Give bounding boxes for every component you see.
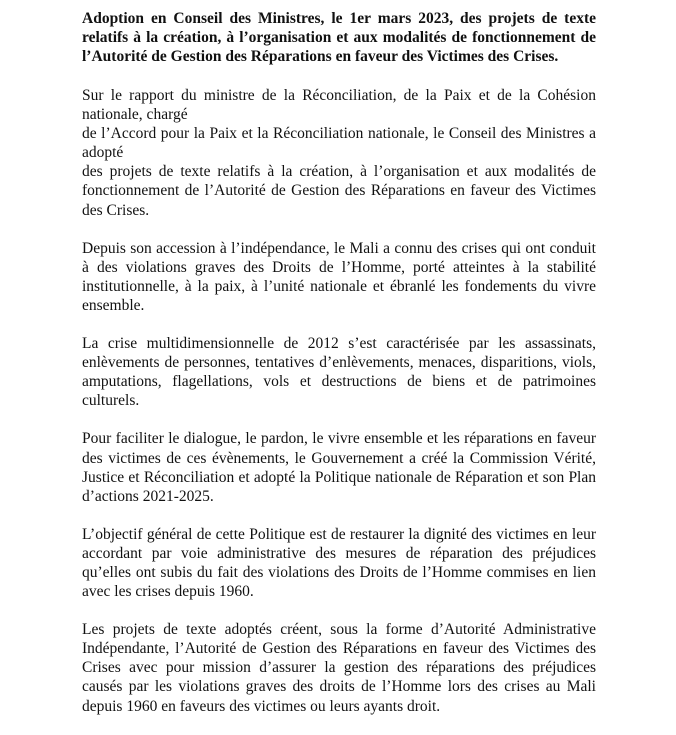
paragraph-line: des projets de texte relatifs à la création, à l’organisation et aux modalités de [82,163,596,181]
paragraph-line: accordant par voie administrative des mesures de réparation des préjudices [82,544,596,562]
paragraph-line: Les projets de texte adoptés créent, sous la forme d’Autorité Administrative [82,621,596,639]
paragraph-line: causés par les violations graves des droits de l’Homme lors des crises au Mali [82,678,596,696]
paragraph-line: de l’Accord pour la Paix et la Réconciliation nationale, le Conseil des Ministres a [82,125,596,143]
paragraph-line: Sur le rapport du ministre de la Réconciliation, de la Paix et de la Cohésion [82,87,596,104]
paragraph-objectif [82,525,596,601]
paragraph-projets [82,620,596,715]
document-title: Adoption en Conseil des Ministres, le 1er mars 2023, des projets de texte relatifs à la création, à l’organisation et aux modalités de fonctionnement de l’Autorité de Gestion des Réparations en faveur des Victimes des Crises. [82,10,596,65]
paragraph-line: amputations, flagellations, vols et destructions de biens et de patrimoines [82,373,596,391]
paragraph-line: à des violations graves des Droits de l’Homme, porté atteintes à la stabilité [82,258,596,276]
paragraph-line: nationale, chargé [82,106,188,124]
paragraph-line: enlèvements de personnes, tentatives d’enlèvements, menaces, disparitions, viols, [82,354,596,372]
paragraph-line: fonctionnement de l’Autorité de Gestion des Réparations en faveur des Victimes [82,182,596,200]
paragraph-line: d’actions 2021-2025. [82,487,214,505]
paragraph-line: La crise multidimensionnelle de 2012 s’est caractérisée par les assassinats, [82,335,596,353]
paragraph-line: des Crises. [82,201,150,219]
paragraph-line: avec les crises depuis 1960. [82,583,254,601]
paragraph-rapport [82,86,596,220]
paragraph-line: adopté [82,144,124,162]
paragraph-line: Pour faciliter le dialogue, le pardon, le vivre ensemble et les réparations en faveur [82,430,596,448]
paragraph-line: ensemble. [82,296,145,314]
paragraph-independance [82,239,596,315]
paragraph-line: culturels. [82,392,140,410]
paragraph-line: Indépendante, l’Autorité de Gestion des Réparations en faveur des Victimes des [82,640,596,658]
document-page [82,9,596,735]
paragraph-line: qu’elles ont subis du fait des violations des Droits de l’Homme commises en lien [82,563,596,581]
paragraph-line: institutionnelle, à la paix, à l’unité nationale et ébranlé les fondements du vivre [82,277,596,295]
paragraph-line: Crises avec pour mission d’assurer la gestion des réparations des préjudices [82,659,596,677]
paragraph-line: Justice et Réconciliation et adopté la Politique nationale de Réparation et son Plan [82,468,596,486]
paragraph-line: Depuis son accession à l’indépendance, le Mali a connu des crises qui ont conduit [82,239,596,257]
paragraph-dialogue [82,429,596,505]
paragraph-line: des victimes de ces évènements, le Gouvernement a créé la Commission Vérité, [82,449,596,467]
paragraph-line: depuis 1960 en faveurs des victimes ou leurs ayants droit. [82,697,441,715]
paragraph-crise-2012 [82,334,596,410]
paragraph-line: L’objectif général de cette Politique est de restaurer la dignité des victimes en leur [82,525,596,543]
